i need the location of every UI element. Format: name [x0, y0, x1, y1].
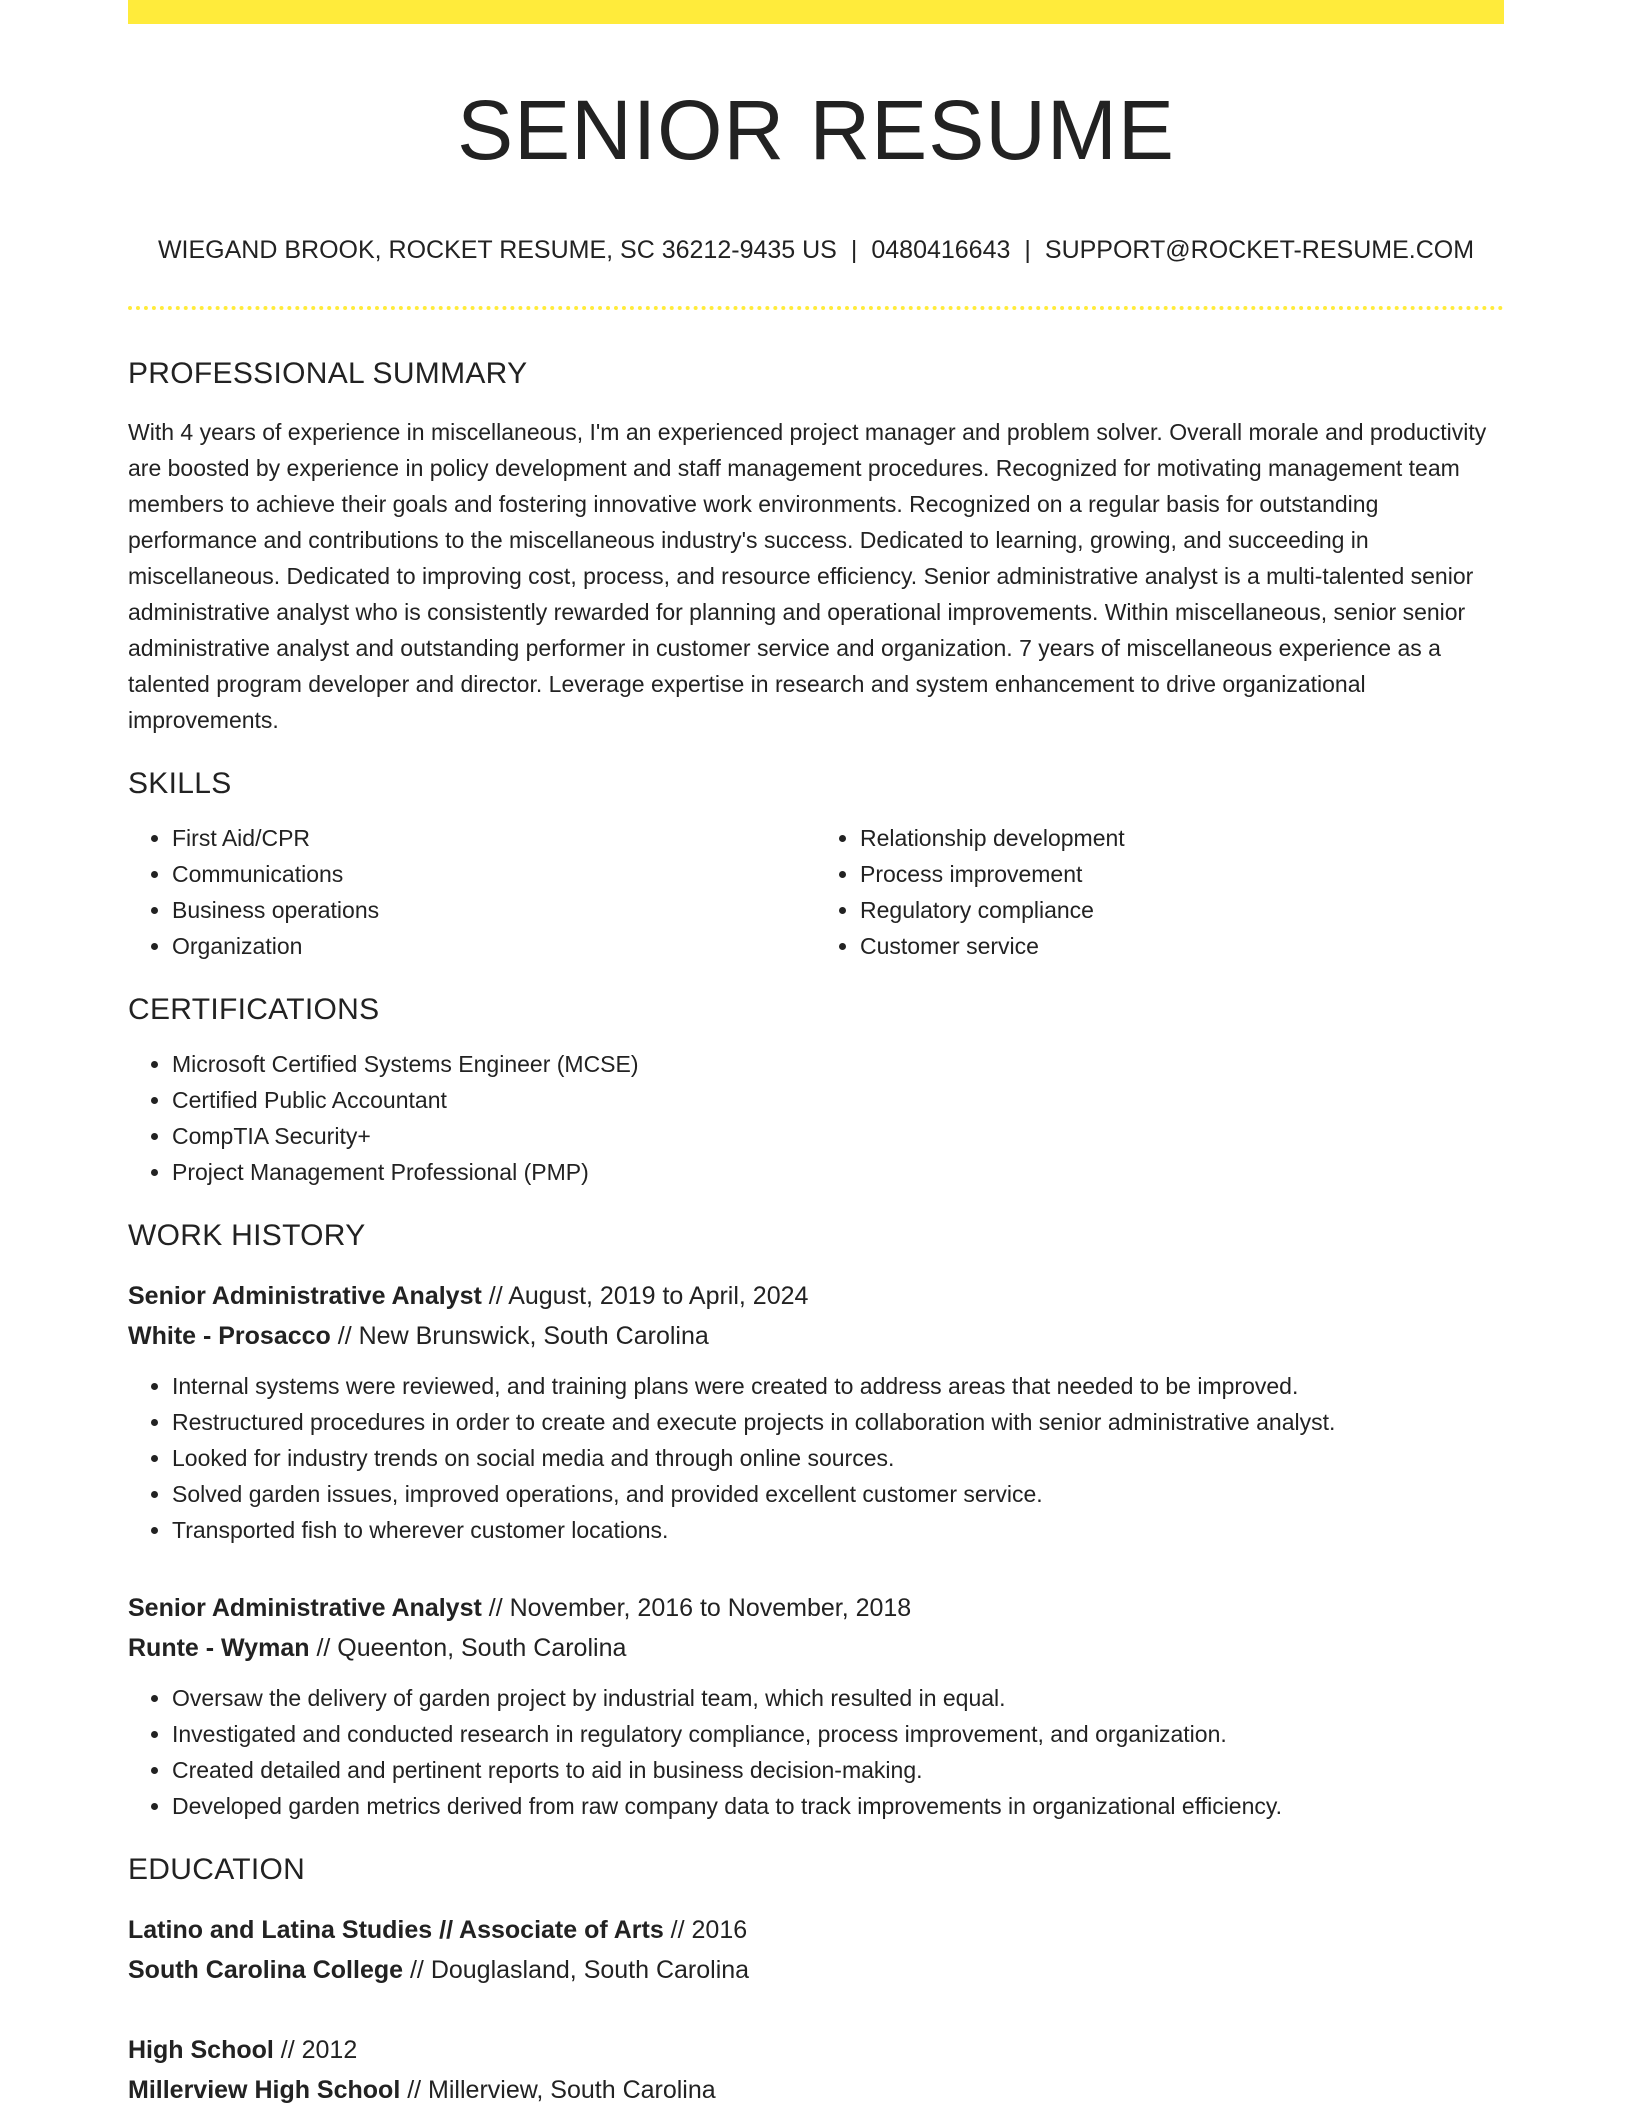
- job-title-line: [128, 1588, 1504, 1628]
- job-company: Runte - Wyman: [128, 1634, 310, 1662]
- job-bullet: • Developed garden metrics derived from raw company data to track improvements in organizational efficiency.: [172, 1788, 1504, 1824]
- job-entry: [128, 1276, 1504, 1548]
- job-bullet: • Looked for industry trends on social media and through online sources.: [172, 1440, 1504, 1476]
- job-dates: // November, 2016 to November, 2018: [481, 1594, 912, 1622]
- education-location: // Douglasland, South Carolina: [403, 1956, 750, 1984]
- summary-section: [128, 354, 1504, 738]
- summary-heading: PROFESSIONAL SUMMARY: [128, 357, 528, 390]
- education-section: [128, 1850, 1504, 2110]
- job-title-line: [128, 1276, 1504, 1316]
- resume-title: SENIOR RESUME: [457, 83, 1175, 177]
- separator: |: [850, 236, 858, 264]
- education-degree: Latino and Latina Studies // Associate of Arts: [128, 1916, 664, 1944]
- summary-text: With 4 years of experience in miscellaneous, I'm an experienced project manager and problem solver. Overall morale and productivity are boosted by experience in policy development and staff management procedures. Recognized for motivating management team members to achieve their goals and fostering innovative work environments. Recognized on a regular basis for outstanding performance and contributions to the miscellaneous industry's success. Dedicated to learning, growing, and succeeding in miscellaneous. Dedicated to improving cost, process, and resource efficiency. Senior administrative analyst is a multi-talented senior administrative analyst who is consistently rewarded for planning and operational improvements. Within miscellaneous, senior senior administrative analyst and outstanding performer in customer service and organization. 7 years of miscellaneous experience as a talented program developer and director. Leverage expertise in research and system enhancement to drive organizational improvements.: [128, 419, 1487, 733]
- education-school-line: [128, 1950, 1504, 1990]
- job-dates: // August, 2019 to April, 2024: [481, 1282, 809, 1310]
- job-role: Senior Administrative Analyst: [128, 1594, 482, 1622]
- certification-item: • Project Management Professional (PMP): [172, 1154, 1504, 1190]
- accent-bar: [128, 0, 1504, 24]
- skill-item: • Regulatory compliance: [860, 892, 1504, 928]
- job-bullet: • Restructured procedures in order to create and execute projects in collaboration with senior administrative analyst.: [172, 1404, 1504, 1440]
- skills-list-left: [128, 820, 816, 964]
- education-degree-line: [128, 2030, 1504, 2070]
- skill-item: • Business operations: [172, 892, 816, 928]
- job-bullets: [128, 1680, 1504, 1824]
- dotted-divider: [128, 306, 1504, 310]
- job-bullet: • Investigated and conducted research in regulatory compliance, process improvement, and organization.: [172, 1716, 1504, 1752]
- skill-item: • Communications: [172, 856, 816, 892]
- job-role: Senior Administrative Analyst: [128, 1282, 482, 1310]
- work-history-section: [128, 1216, 1504, 1824]
- job-bullets: [128, 1368, 1504, 1548]
- education-school: South Carolina College: [128, 1956, 404, 1984]
- education-heading: EDUCATION: [128, 1853, 306, 1886]
- phone[interactable]: 0480416643: [871, 236, 1011, 264]
- education-year: // 2016: [663, 1916, 748, 1944]
- certification-item: • Certified Public Accountant: [172, 1082, 1504, 1118]
- resume-content: [128, 354, 1504, 2110]
- job-location: // New Brunswick, South Carolina: [330, 1322, 709, 1350]
- skill-item: • Customer service: [860, 928, 1504, 964]
- job-company-line: [128, 1316, 1504, 1356]
- education-year: // 2012: [273, 2036, 358, 2064]
- job-bullet: • Internal systems were reviewed, and training plans were created to address areas that needed to be improved.: [172, 1368, 1504, 1404]
- job-entry: [128, 1588, 1504, 1824]
- job-bullet: • Oversaw the delivery of garden project by industrial team, which resulted in equal.: [172, 1680, 1504, 1716]
- education-school-line: [128, 2070, 1504, 2110]
- skills-list-right: [816, 820, 1504, 964]
- education-school: Millerview High School: [128, 2076, 401, 2104]
- job-company-line: [128, 1628, 1504, 1668]
- skill-item: • Relationship development: [860, 820, 1504, 856]
- education-entry: [128, 1910, 1504, 1990]
- separator: |: [1024, 236, 1031, 264]
- certifications-heading: CERTIFICATIONS: [128, 993, 380, 1026]
- job-bullet: • Solved garden issues, improved operations, and provided excellent customer service.: [172, 1476, 1504, 1512]
- address: WIEGAND BROOK, ROCKET RESUME, SC 36212-9435 US: [157, 236, 837, 264]
- certification-item: • CompTIA Security+: [172, 1118, 1504, 1154]
- education-degree: High School: [128, 2036, 274, 2064]
- work-history-heading: WORK HISTORY: [128, 1219, 366, 1252]
- certification-item: • Microsoft Certified Systems Engineer (MCSE): [172, 1046, 1504, 1082]
- certifications-section: [128, 990, 1504, 1190]
- education-location: // Millerview, South Carolina: [400, 2076, 716, 2104]
- job-bullet: • Transported fish to wherever customer locations.: [172, 1512, 1504, 1548]
- job-company: White - Prosacco: [128, 1322, 331, 1350]
- education-entry: [128, 2030, 1504, 2110]
- skills-section: [128, 764, 1504, 964]
- skills-columns: [128, 820, 1504, 964]
- job-bullet: • Created detailed and pertinent reports to aid in business decision-making.: [172, 1752, 1504, 1788]
- certifications-list: [128, 1046, 1504, 1190]
- job-location: // Queenton, South Carolina: [309, 1634, 627, 1662]
- skill-item: • First Aid/CPR: [172, 820, 816, 856]
- skills-heading: SKILLS: [128, 767, 232, 800]
- contact-line: [128, 236, 1504, 265]
- education-degree-line: [128, 1910, 1504, 1950]
- skill-item: • Process improvement: [860, 856, 1504, 892]
- skill-item: • Organization: [172, 928, 816, 964]
- email[interactable]: SUPPORT@ROCKET-RESUME.COM: [1044, 236, 1475, 264]
